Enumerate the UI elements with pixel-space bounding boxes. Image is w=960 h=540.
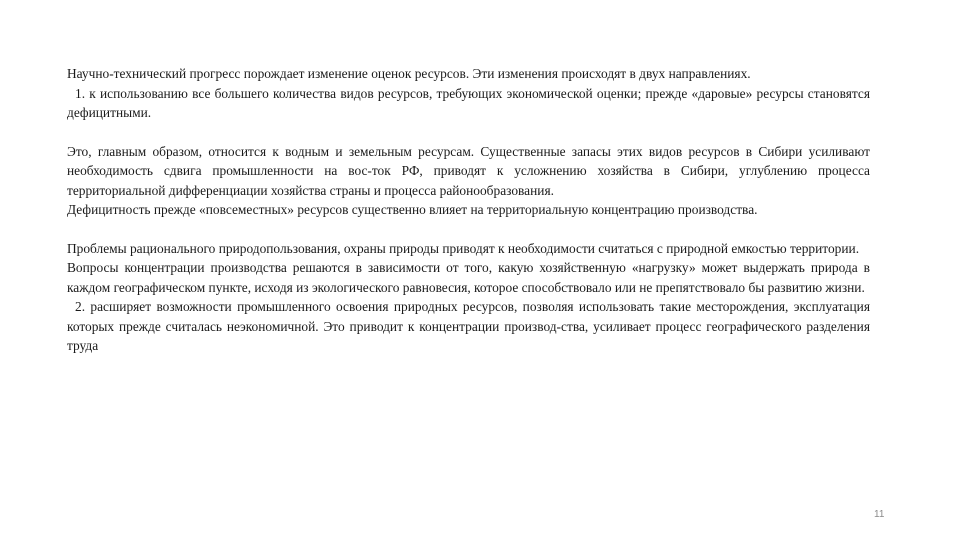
slide-body: [67, 64, 870, 356]
paragraph-concentration: Вопросы концентрации производства решаются в зависимости от того, какую хозяйственную «нагрузку» может выдержать природа в каждом географическом пункте, исходя из экологического равновесия, которое способствовало или не препятствовало бы развитию жизни.: [67, 260, 870, 295]
paragraph-spacer: [67, 220, 870, 239]
paragraph-water-land: Это, главным образом, относится к водным и земельным ресурсам. Существенные запасы этих видов ресурсов в Сибири усиливают необходимость сдвига промышленности на вос-ток РФ, приводят к усложнению хозяйства в Сибири, углублению процесса территориальной дифференциации хозяйства страны и процесса районообразования.: [67, 143, 870, 198]
paragraph-spacer: [67, 123, 870, 142]
paragraph-intro: Научно-технический прогресс порождает изменение оценок ресурсов. Эти изменения происходят в двух направлениях.: [67, 66, 751, 81]
paragraph-point-2: 2. расширяет возможности промышленного освоения природных ресурсов, позволяя использовать такие месторождения, эксплуатация которых прежде считалась неэкономичной. Это приводит к концентрации производ-ства, усиливает процесс географического разделения труда: [67, 299, 870, 353]
paragraph-deficit: Дефицитность прежде «повсеместных» ресурсов существенно влияет на территориальную концентрацию производства.: [67, 202, 758, 217]
paragraph-point-1: 1. к использованию все большего количества видов ресурсов, требующих экономической оценки; прежде «даровые» ресурсы становятся дефицитными.: [67, 85, 870, 120]
paragraph-nature-use: Проблемы рационального природопользования, охраны природы приводят к необходимости считаться с природной емкостью территории.: [67, 240, 860, 256]
page-number: 11: [874, 509, 885, 520]
